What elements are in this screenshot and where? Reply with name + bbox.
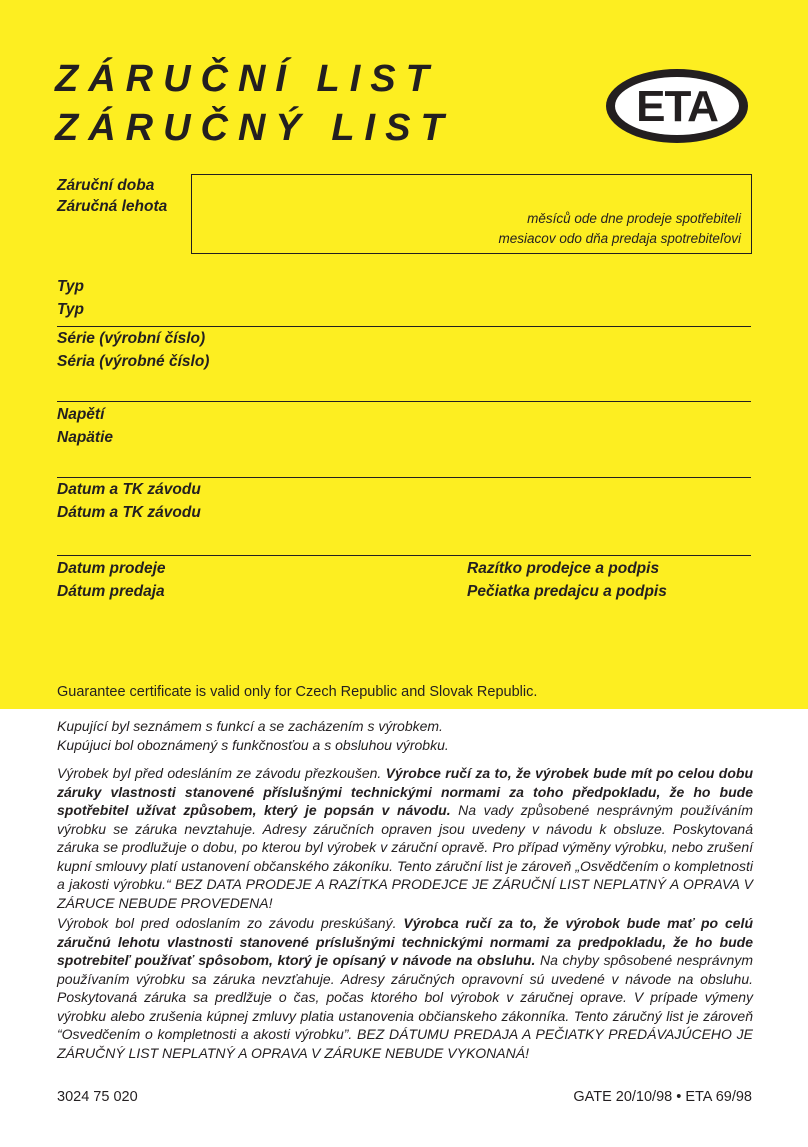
factory-date-label-cz: Datum a TK závodu — [57, 481, 201, 498]
serial-label-sk: Séria (výrobné číslo) — [57, 353, 210, 370]
sale-date-label-cz: Datum prodeje — [57, 560, 166, 577]
serial-field-line[interactable] — [57, 401, 751, 402]
factory-date-field-line[interactable] — [57, 555, 751, 556]
eta-logo — [603, 66, 751, 146]
warranty-terms-cz — [57, 764, 753, 912]
type-label-cz: Typ — [57, 278, 84, 295]
intro-paragraph — [57, 717, 753, 754]
voltage-label-cz: Napětí — [57, 406, 105, 423]
terms-sk-bold: Výrobca ručí za to, že výrobok bude mať po celú záručnú lehotu vlastnosti stanovené príslušnými technickými normami za predpokladu, že ho bude spotrebiteľ používať spôsobom, ktorý je opísaný v návode na obsluhu. — [57, 915, 753, 968]
warranty-note-sk: mesiacov odo dňa predaja spotrebiteľovi — [498, 231, 741, 246]
gate-reference: GATE 20/10/98 • ETA 69/98 — [573, 1089, 752, 1105]
stamp-label-cz: Razítko prodejce a podpis — [467, 560, 660, 577]
terms-cz-end: Na vady způsobené nesprávným používáním výrobku se záruka nevztahuje. Adresy záručních opraven jsou uvedeny v návodu k obsluze. Poskytovaná záruka se prodlužuje o dobu, po kterou byl výrobek v záruční opravě. Pro případ výměny výrobku, nebo zrušení kupní smlouvy platí ustanovení občanského zákoníku. Tento záruční list je zároveň „Osvědčením o kompletnosti a jakosti výrobku.“ BEZ DATA PRODEJE A RAZÍTKA PRODEJCE JE ZÁRUČNÍ LIST NEPLATNÝ A OPRAVA V ZÁRUCE NEBUDE PROVEDENA! — [57, 802, 753, 911]
title-czech: ZÁRUČNÍ LIST — [55, 58, 439, 100]
serial-label-cz: Série (výrobní číslo) — [57, 330, 206, 347]
warranty-period-label-sk: Záručná lehota — [57, 198, 168, 215]
warranty-terms-sk — [57, 914, 753, 1062]
stamp-label-sk: Pečiatka predajcu a podpis — [467, 583, 667, 600]
terms-cz-bold: Výrobce ručí za to, že výrobek bude mít po celou dobu záruky vlastnosti stanovené příslušnými technickými normami za toho předpokladu, že ho bude spotřebitel užívat způsobem, který je popsán v návodu. — [57, 765, 753, 818]
terms-sk-start: Výrobok bol pred odoslaním zo závodu preskúšaný. — [57, 915, 404, 931]
warranty-period-field[interactable] — [191, 174, 752, 254]
guarantee-note: Guarantee certificate is valid only for Czech Republic and Slovak Republic. — [57, 684, 538, 700]
warranty-note-cz: měsíců ode dne prodeje spotřebiteli — [527, 211, 741, 226]
intro-sk: Kupújuci bol oboznámený s funkčnosťou a s obsluhou výrobku. — [57, 736, 449, 753]
terms-sk-end: Na chyby spôsobené nesprávnym používaním výrobku sa záruka nevzťahuje. Adresy záručných opravovní sú uvedené v návode na obsluhu. Poskytovaná záruka sa predlžuje o čas, počas ktorého bol výrobok v záručnej oprave. V prípade výmeny výrobku alebo zrušenia kúpnej zmluvy platia ustanovenia občianskeho zákonníka. Tento záručný list je zároveň “Osvedčením o kompletnosti a akosti výrobku”. BEZ DÁTUMU PREDAJA A PEČIATKY PREDÁVAJÚCEHO JE ZÁRUČNÝ LIST NEPLATNÝ A OPRAVA V ZÁRUKE NEBUDE VYKONANÁ! — [57, 952, 753, 1061]
intro-cz: Kupující byl seznámem s funkcí a se zacházením s výrobkem. — [57, 718, 443, 734]
title-slovak: ZÁRUČNÝ LIST — [55, 107, 454, 149]
sale-date-label-sk: Dátum predaja — [57, 583, 165, 600]
terms-cz-start: Výrobek byl před odesláním ze závodu přezkoušen. — [57, 765, 386, 781]
type-label-sk: Typ — [57, 301, 84, 318]
voltage-label-sk: Napätie — [57, 429, 113, 446]
factory-date-label-sk: Dátum a TK závodu — [57, 504, 201, 521]
document-code: 3024 75 020 — [57, 1089, 138, 1105]
warranty-period-label-cz: Záruční doba — [57, 177, 155, 194]
warranty-period-note — [499, 209, 741, 249]
eta-logo-text: ETA — [636, 82, 718, 131]
